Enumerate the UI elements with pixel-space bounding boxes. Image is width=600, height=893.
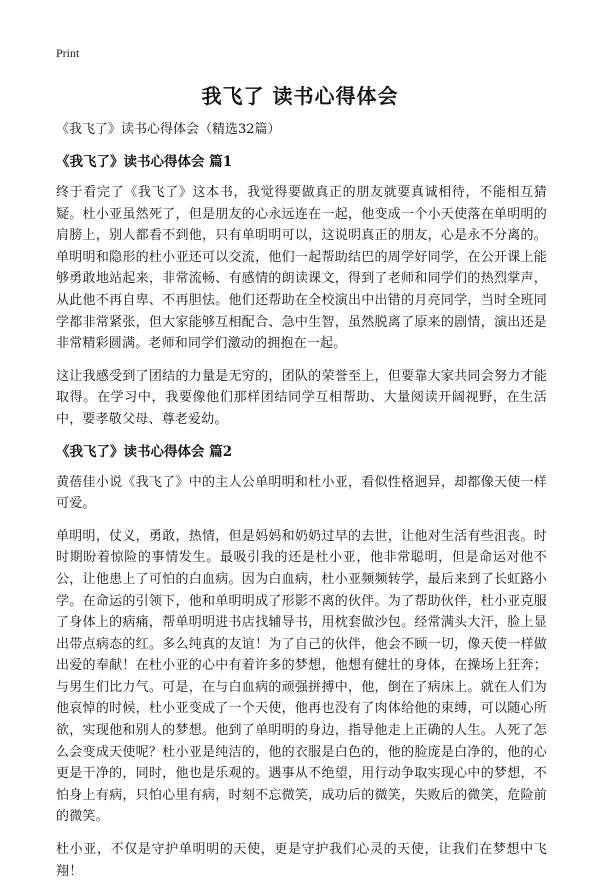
paragraph: 杜小亚，不仅是守护单明明的天使，更是守护我们心灵的天使，让我们在梦想中飞翔！ [56, 842, 547, 879]
paragraph: 终于看完了《我飞了》这本书，我觉得要做真正的朋友就要真诚相待，不能相互猜疑。杜小亚虽然死了，但是朋友的心永远连在一起，他变成一个小天使落在单明明的肩膀上，别人都看不到他，只有单明明可以，这说明真正的朋友，心是永不分离的。单明明和隐形的杜小亚还可以交流，他们一起帮助结巴的周学好同学，在公开课上能够勇敢地站起来，非常流畅、有感情的朗读课文，得到了老师和同学们的热烈掌声，从此他不再自卑、不再胆怯。他们还帮助在全校演出中出错的月亮同学，当时全班同学都非常紧张，但大家能够互相配合、急中生智，虽然脱离了原来的剧情，演出还是非常精彩圆满。老师和同学们激动的拥抱在一起。 [56, 185, 547, 352]
document-body [56, 120, 547, 893]
section-heading: 《我飞了》读书心得体会 篇2 [56, 443, 233, 460]
paragraph: 单明明，仗义，勇敢，热情，但是妈妈和奶奶过早的去世，让他对生活有些沮丧。时时期盼着惊险的事情发生。最吸引我的还是杜小亚，他非常聪明，但是命运对他不公，让他患上了可怕的白血病。因为白血病，杜小亚频频转学，最后来到了长虹路小学。在命运的引领下，他和单明明成了形影不离的伙伴。为了帮助伙伴，杜小亚克服了身体上的病痛，帮单明明进书店找辅导书，用枕套做沙包。经常满头大汗，脸上显出带点病态的红。多么纯真的友谊！为了自己的伙伴，他会不顾一切，像天使一样做出爱的奉献！在杜小亚的心中有着许多的梦想，他想有健壮的身体，在操场上狂奔；与男生们比力气。可是，在与白血病的顽强拼搏中，他，倒在了病床上。就在人们为他哀悼的时候，杜小亚变成了一个天使，他再也没有了肉体给他的束缚，可以随心所欲，实现他和别人的梦想。他到了单明明的身边，指导他走上正确的人生。人死了怎么会变成天使呢？杜小亚是纯洁的，他的衣服是白色的，他的脸庞是白净的，他的心更是干净的，同时，他也是乐观的。遇事从不绝望，用行动争取实现心中的梦想，不怕身上有病，只怕心里有病，时刻不忘微笑，成功后的微笑，失败后的微笑，危险前的微笑。 [56, 528, 547, 825]
essay-section-2 [56, 442, 547, 883]
document-subtitle: 《我飞了》读书心得体会（精选32篇） [56, 122, 281, 137]
section-heading: 《我飞了》读书心得体会 篇1 [56, 154, 233, 170]
essay-section-1 [56, 152, 547, 431]
document-title: 我飞了 读书心得体会 [201, 84, 399, 108]
print-link[interactable]: Print [56, 46, 80, 60]
paragraph: 黄蓓佳小说《我飞了》中的主人公单明明和杜小亚，看似性格迥异，却都像天使一样可爱。 [56, 474, 547, 512]
paragraph: 这让我感受到了团结的力量是无穷的，团队的荣誉至上，但要靠大家共同会努力才能取得。在学习中，我要像他们那样团结同学互相帮助、大量阅读开阔视野，在生活中，要孝敬父母、尊老爱幼。 [56, 368, 547, 427]
